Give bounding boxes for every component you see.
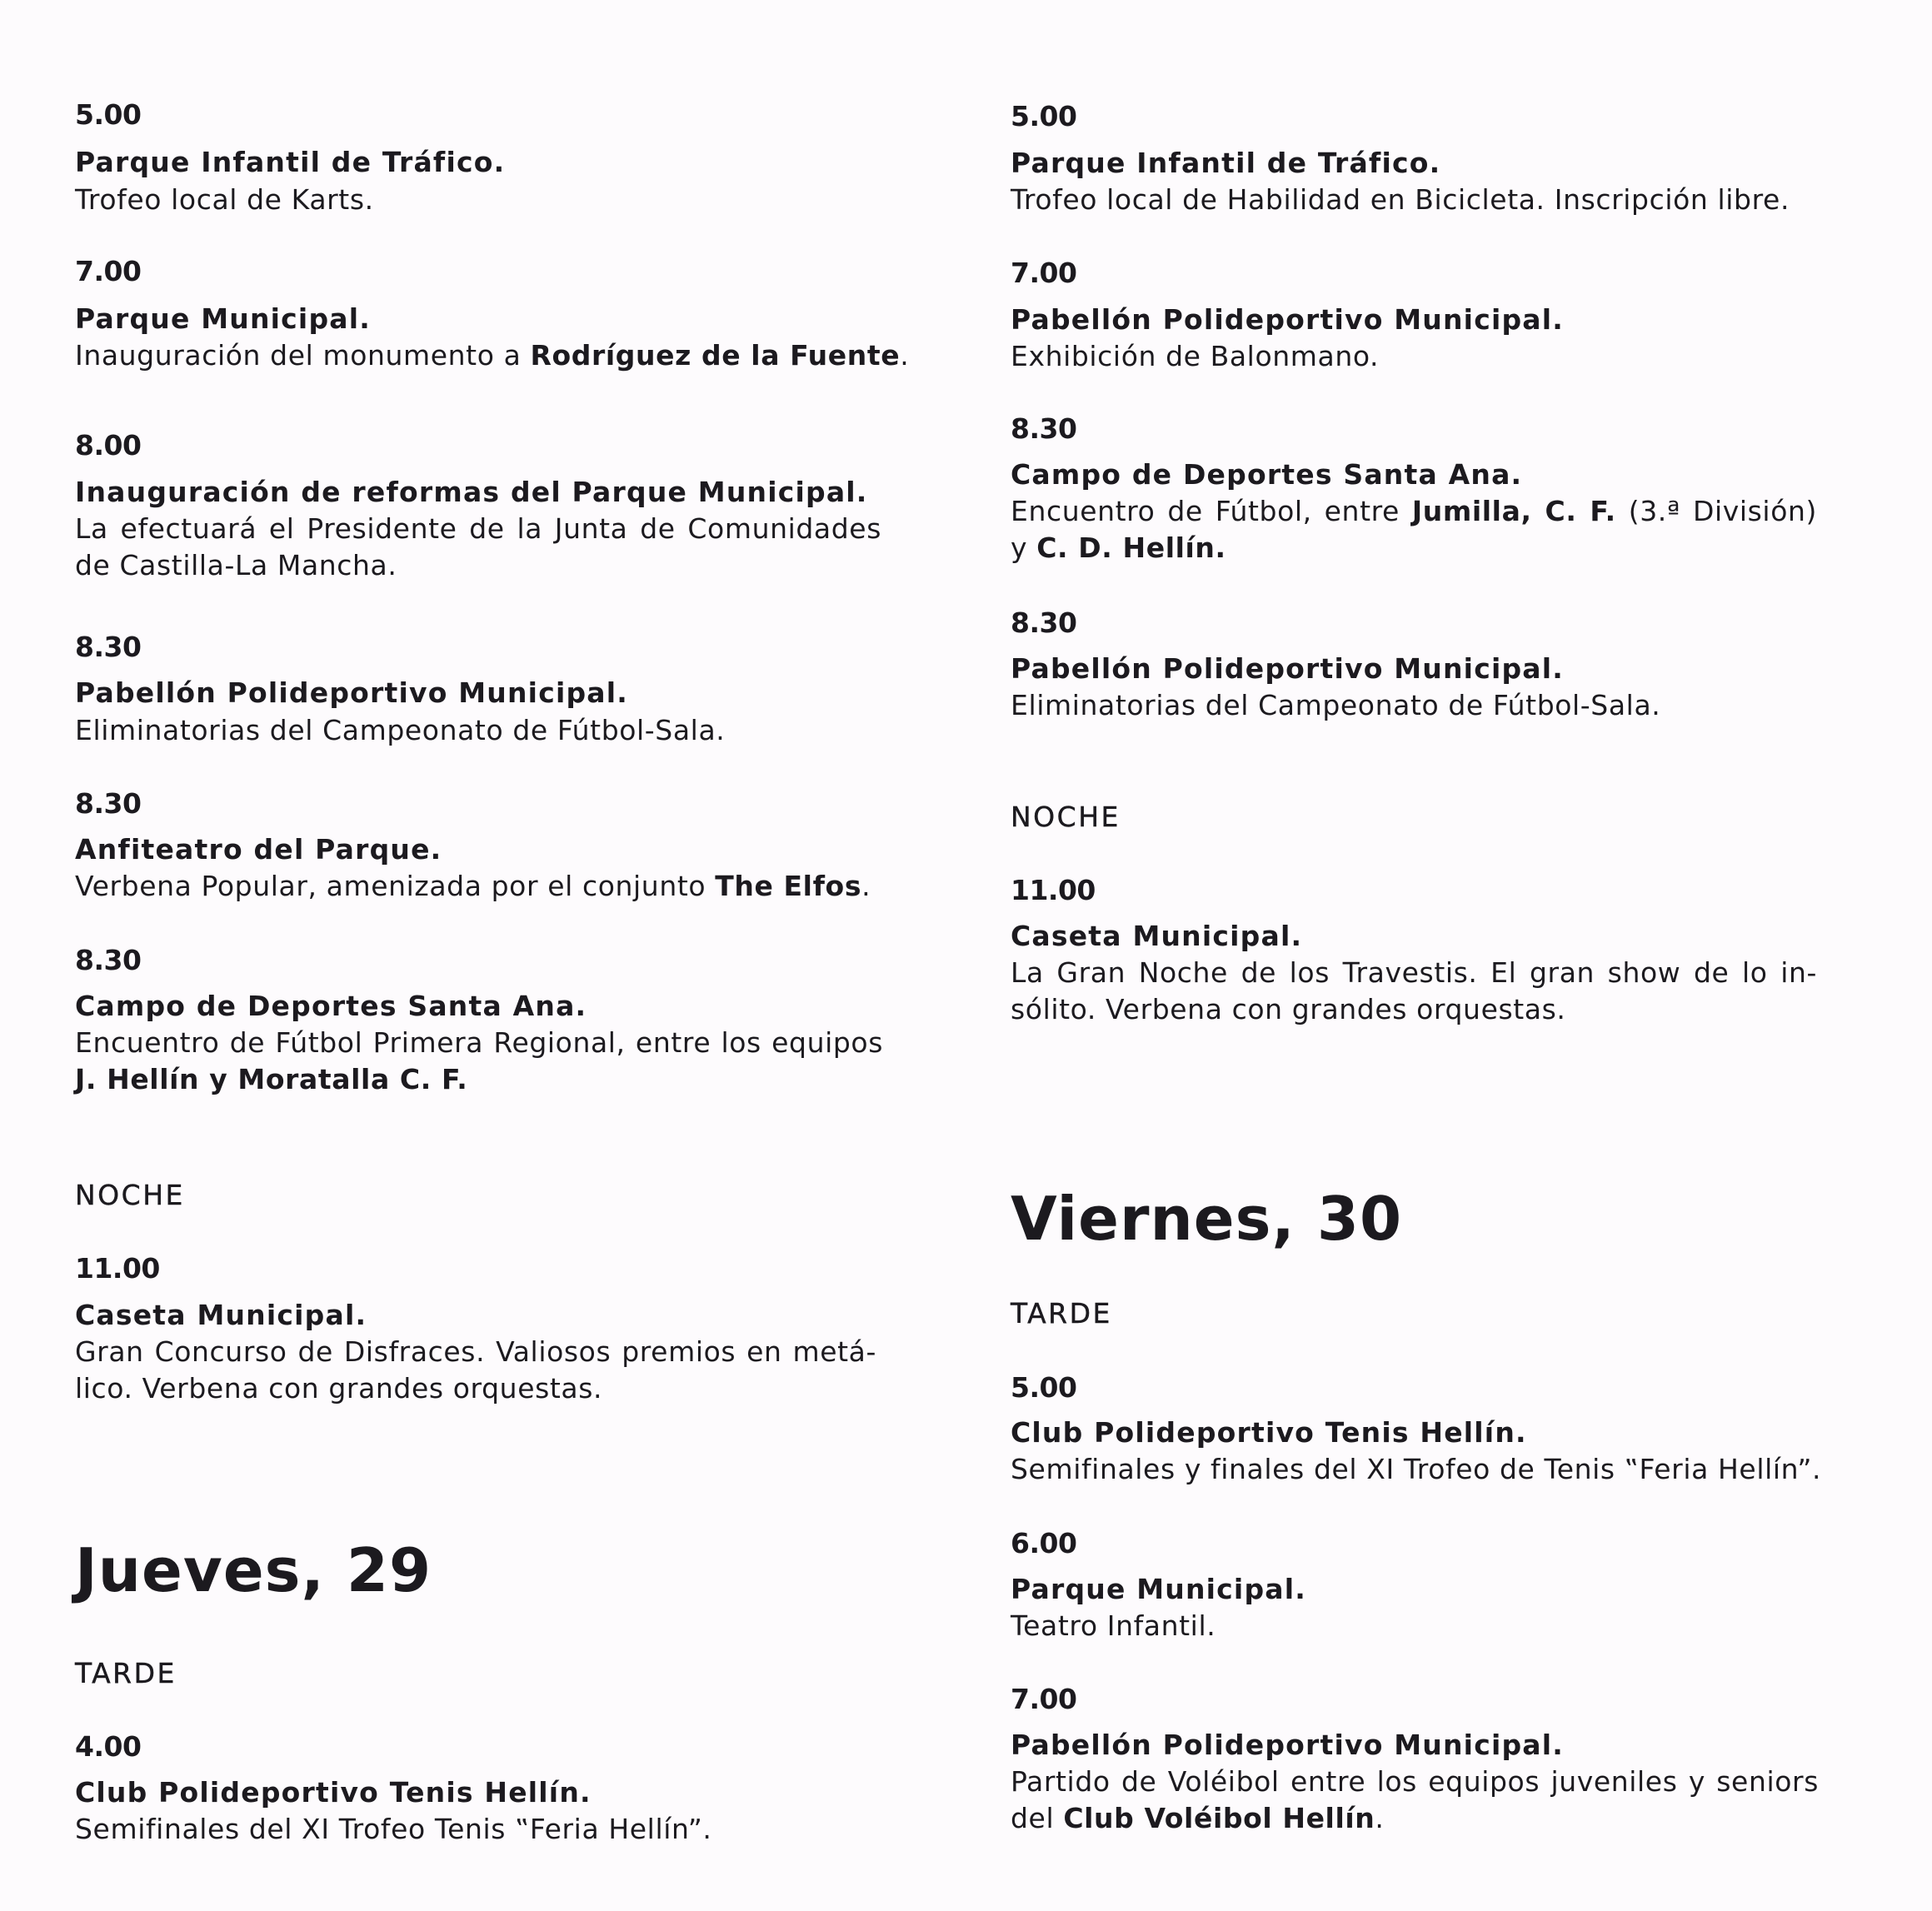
event-description-line: Teatro Infantil. [1011,1609,1216,1642]
section-label-noche: NOCHE [1011,801,1121,833]
event-venue: Pabellón Polideportivo Municipal. [1011,1729,1565,1761]
event-description [1011,1451,1844,1488]
event-venue: Parque Municipal. [75,302,371,335]
event-venue: Pabellón Polideportivo Municipal. [1011,652,1565,685]
event-description-line: La Gran Noche de los Travestis. El gran show de lo in- [1011,956,1817,989]
event-time: 8.30 [75,631,142,663]
day-heading: Jueves, 29 [75,1535,432,1605]
event-description [75,337,910,374]
event-description-line: Eliminatorias del Campeonato de Fútbol-Sala. [75,714,726,746]
event-time: 6.00 [1011,1527,1077,1559]
event-description [1011,1608,1844,1644]
event-description [75,511,881,584]
event-description [1011,182,1844,218]
section-label-noche: NOCHE [75,1179,185,1211]
event-time: 5.00 [1011,100,1077,132]
event-description [75,1025,883,1098]
event-time: 8.00 [75,429,142,462]
event-time: 8.30 [1011,412,1077,445]
event-description-line: y C. D. Hellín. [1011,531,1226,564]
event-time: 8.30 [75,787,142,820]
event-description [1011,338,1844,375]
team-name: Jumilla, C. F. [1411,495,1616,527]
event-venue: Club Polideportivo Tenis Hellín. [75,1776,592,1809]
event-description [1011,955,1817,1028]
event-venue: Pabellón Polideportivo Municipal. [75,676,629,709]
event-description-line: de Castilla-La Mancha. [75,549,397,581]
event-description-line: Gran Concurso de Disfraces. Valiosos premios en metá- [75,1335,876,1368]
event-description-line: La efectuará el Presidente de la Junta de Comunidades [75,512,881,545]
event-description [75,182,883,218]
event-time: 5.00 [1011,1371,1077,1404]
event-description-line: Eliminatorias del Campeonato de Fútbol-Sala. [1011,689,1661,721]
event-time: 4.00 [75,1730,142,1763]
event-description [75,1334,876,1407]
event-description-line: del Club Voléibol Hellín. [1011,1802,1385,1834]
event-venue: Anfiteatro del Parque. [75,833,442,866]
event-time: 7.00 [1011,1683,1077,1715]
event-venue: Inauguración de reformas del Parque Municipal. [75,476,868,508]
event-description-line: Partido de Voléibol entre los equipos juveniles y seniors [1011,1765,1819,1798]
event-description-line: Semifinales del XI Trofeo Tenis ‟Feria Hellín”. [75,1813,712,1845]
event-time: 11.00 [1011,874,1096,906]
event-description-line: lico. Verbena con grandes orquestas. [75,1372,603,1405]
club-name: Club Voléibol Hellín [1063,1802,1375,1834]
event-venue: Parque Municipal. [1011,1573,1306,1605]
event-description [1011,1764,1819,1837]
event-description [75,868,883,905]
event-description-line: Encuentro de Fútbol Primera Regional, entre los equipos [75,1026,883,1059]
event-description-line: Semifinales y finales del XI Trofeo de Tenis ‟Feria Hellín”. [1011,1453,1822,1485]
event-time: 7.00 [75,255,142,287]
event-time: 11.00 [75,1252,160,1285]
event-venue: Caseta Municipal. [75,1299,367,1331]
event-time: 5.00 [75,98,142,131]
event-description-line: Trofeo local de Karts. [75,183,374,216]
event-description-line: Inauguración del monumento a Rodríguez de la Fuente. [75,339,910,372]
event-venue: Parque Infantil de Tráfico. [75,146,506,178]
honoree-name: Rodríguez de la Fuente [530,339,901,372]
event-description-line: Exhibición de Balonmano. [1011,340,1380,372]
event-time: 8.30 [1011,606,1077,639]
event-description-line: Verbena Popular, amenizada por el conjunto The Elfos. [75,870,871,902]
event-venue: Campo de Deportes Santa Ana. [1011,458,1523,491]
event-description [1011,493,1817,566]
event-description [1011,687,1844,724]
event-description-line: Trofeo local de Habilidad en Bicicleta. Inscripción libre. [1011,183,1790,216]
event-time: 7.00 [1011,257,1077,289]
event-venue: Pabellón Polideportivo Municipal. [1011,303,1565,336]
event-time: 8.30 [75,944,142,976]
section-label-tarde: TARDE [75,1657,177,1689]
event-venue: Caseta Municipal. [1011,920,1303,952]
event-description [75,712,883,749]
team-name: C. D. Hellín. [1036,531,1226,564]
event-venue: Club Polideportivo Tenis Hellín. [1011,1416,1527,1449]
event-description [75,1811,883,1848]
event-description-line: Encuentro de Fútbol, entre Jumilla, C. F. (3.ª División) [1011,495,1817,527]
section-label-tarde: TARDE [1011,1297,1112,1330]
event-description-line: sólito. Verbena con grandes orquestas. [1011,993,1566,1025]
event-venue: Campo de Deportes Santa Ana. [75,990,587,1022]
day-heading: Viernes, 30 [1011,1184,1403,1254]
band-name: The Elfos [715,870,862,902]
event-venue: Parque Infantil de Tráfico. [1011,147,1441,179]
teams-names: J. Hellín y Moratalla C. F. [75,1063,468,1095]
